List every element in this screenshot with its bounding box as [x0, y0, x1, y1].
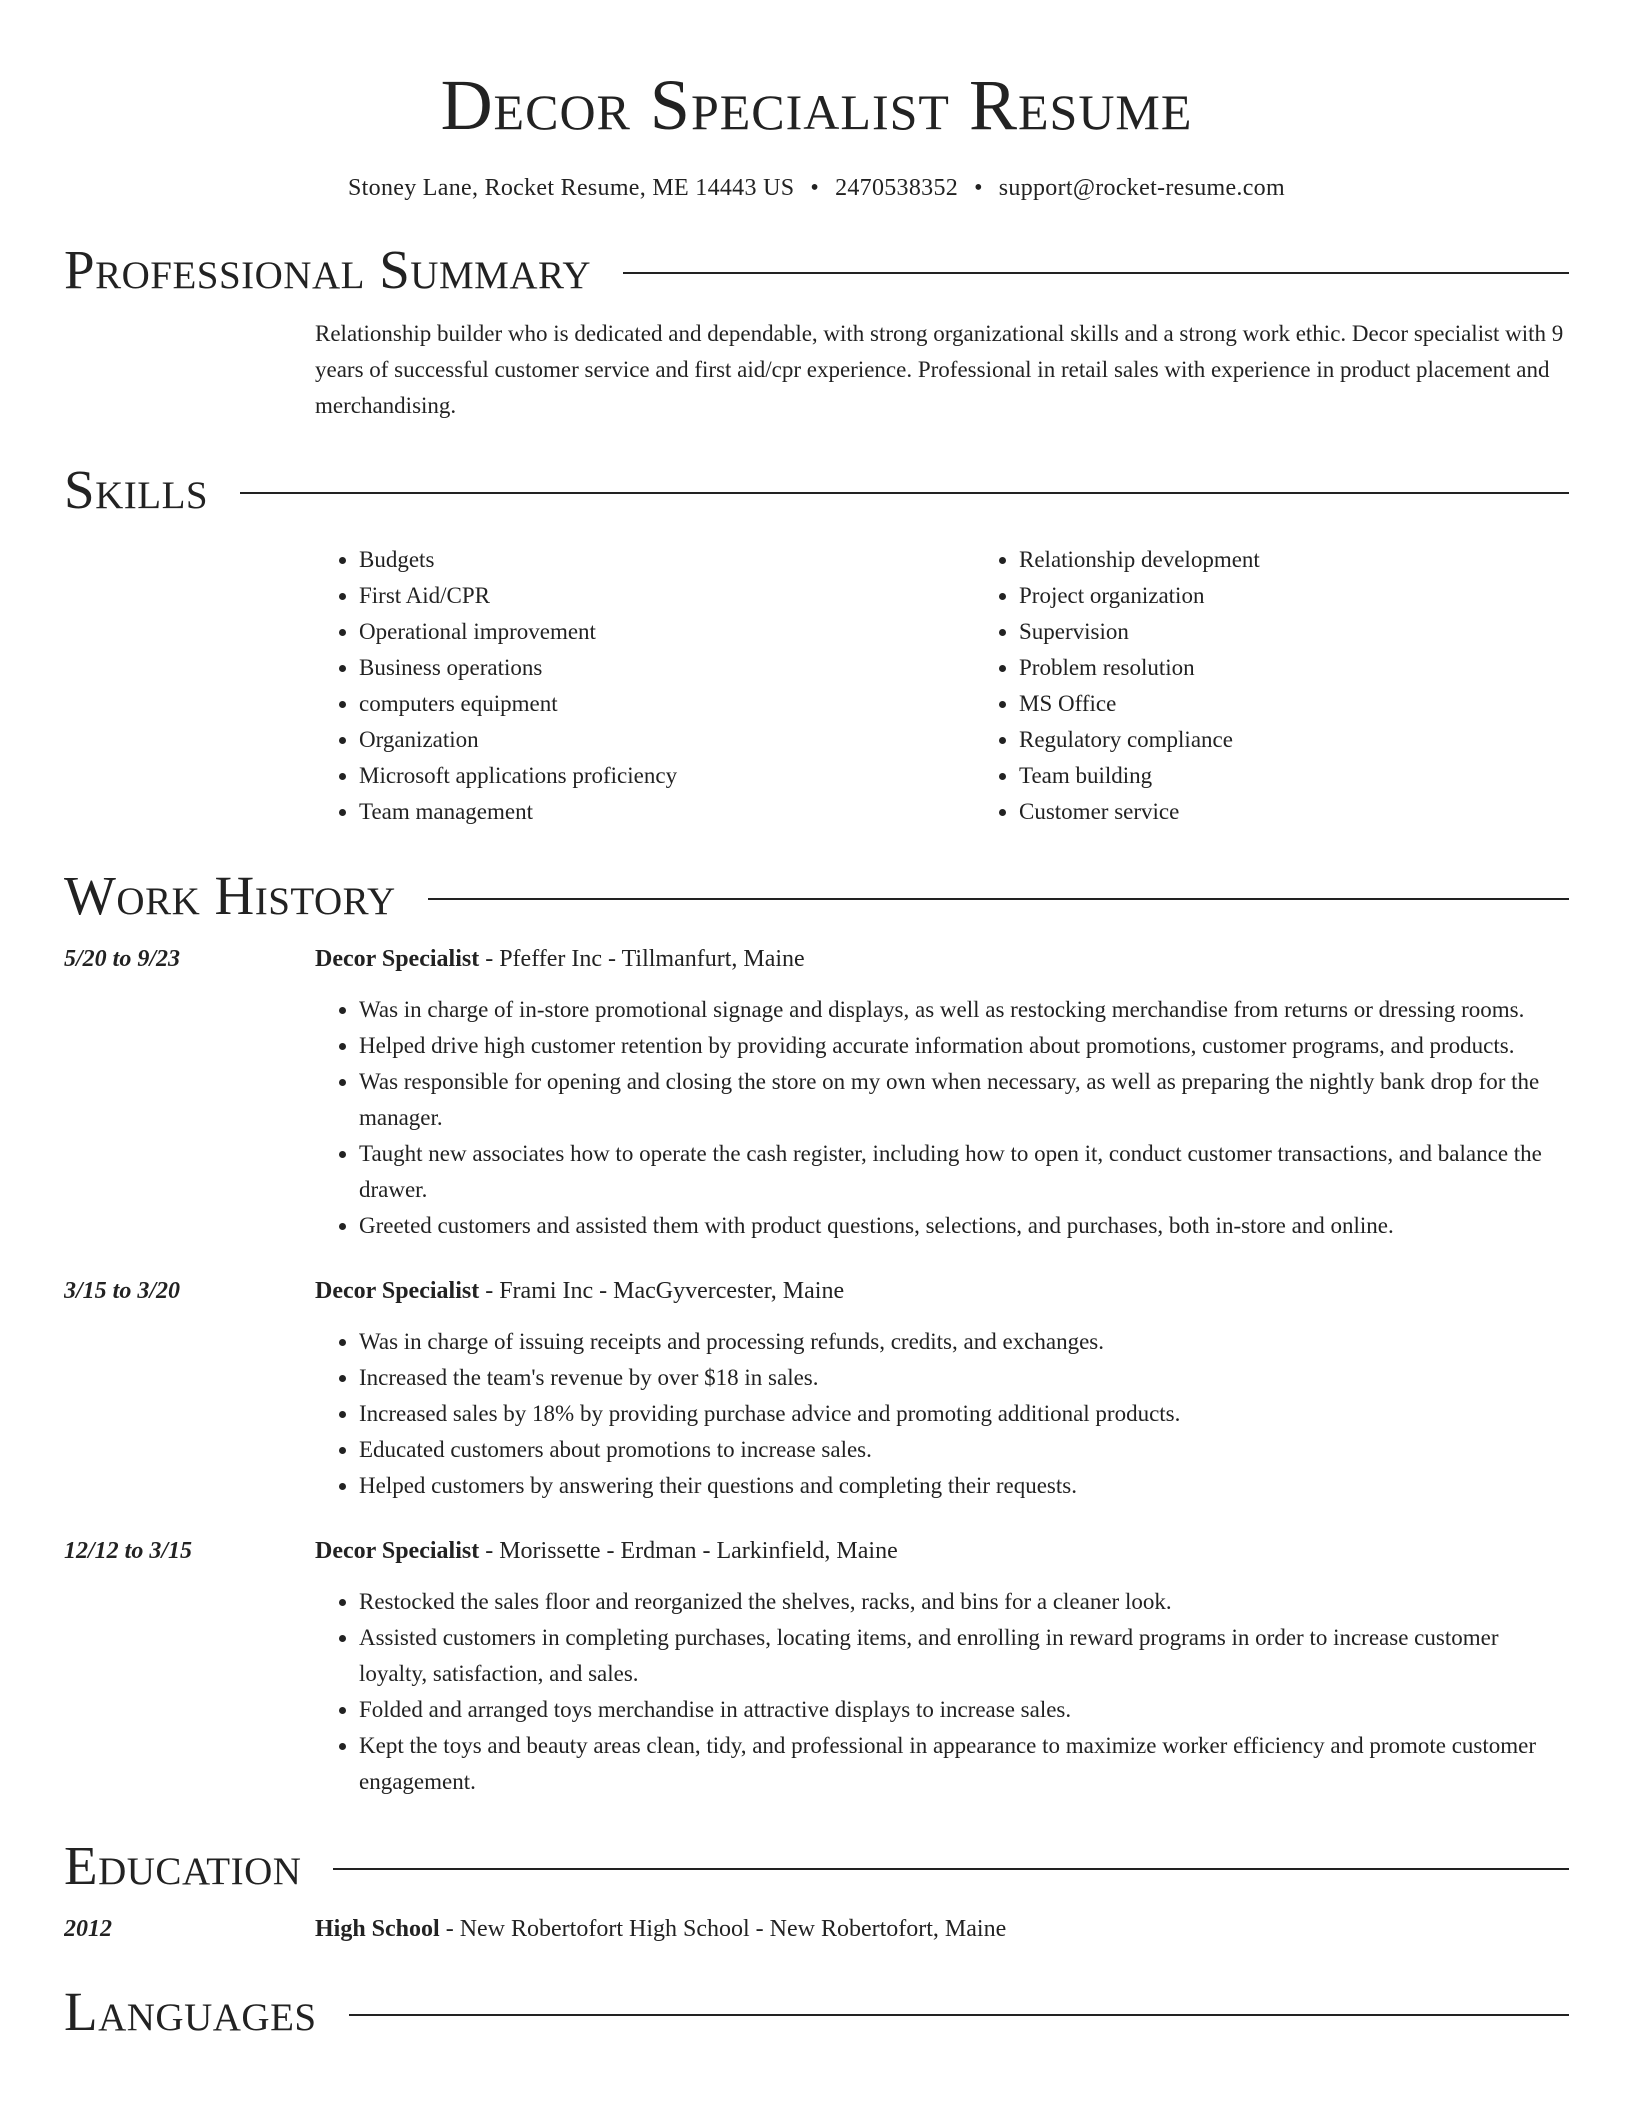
job-body	[315, 1274, 1569, 1504]
job-bullet: • Greeted customers and assisted them with product questions, selections, and purchases, both in-store and online.	[359, 1208, 1569, 1244]
job-bullet: • Educated customers about promotions to increase sales.	[359, 1432, 1569, 1468]
contact-separator: •	[810, 175, 820, 201]
job-body	[315, 1534, 1569, 1800]
skill-item: • Team management	[359, 794, 975, 830]
job-heading	[315, 1534, 1569, 1568]
job-title: Decor Specialist	[315, 1538, 480, 1564]
section-divider	[623, 272, 1569, 274]
summary-body	[315, 316, 1569, 424]
skill-item: • Problem resolution	[1019, 650, 1569, 686]
skills-spacer	[64, 522, 315, 830]
summary-row	[64, 316, 1569, 424]
skill-item: • Microsoft applications proficiency	[359, 758, 975, 794]
job-dates: 3/15 to 3/20	[64, 1278, 181, 1304]
job-employer: - Frami Inc - MacGyvercester, Maine	[479, 1278, 845, 1304]
education-entry	[64, 1912, 1569, 1946]
job-employer: - Morissette - Erdman - Larkinfield, Maine	[479, 1538, 898, 1564]
job-bullet: • Kept the toys and beauty areas clean, tidy, and professional in appearance to maximize worker efficiency and promote customer engagement.	[359, 1728, 1569, 1800]
job-bullet: • Assisted customers in completing purchases, locating items, and enrolling in reward programs in order to increase customer loyalty, satisfaction, and sales.	[359, 1620, 1569, 1692]
summary-text: Relationship builder who is dedicated and dependable, with strong organizational skills and a strong work ethic. Decor specialist with 9 years of successful customer service and first aid/cpr experience. Professional in retail sales with experience in product placement and merchandising.	[315, 321, 1564, 418]
education-section-header	[64, 1834, 1569, 1898]
education-degree: High School	[315, 1916, 440, 1942]
education-heading: Education	[64, 1835, 302, 1896]
skill-item: • Operational improvement	[359, 614, 975, 650]
job-entry	[64, 1534, 1569, 1800]
skill-item: • Supervision	[1019, 614, 1569, 650]
section-divider	[240, 492, 1569, 494]
contact-separator: •	[974, 175, 983, 201]
work-heading: Work History	[64, 865, 396, 926]
job-entry	[64, 1274, 1569, 1504]
summary-section-header	[64, 238, 1569, 302]
languages-section-header	[64, 1980, 1569, 2044]
section-divider	[333, 1868, 1569, 1870]
education-year: 2012	[64, 1916, 112, 1942]
job-employer: - Pfeffer Inc - Tillmanfurt, Maine	[479, 946, 805, 972]
job-title: Decor Specialist	[315, 946, 480, 972]
job-bullet: • Restocked the sales floor and reorganized the shelves, racks, and bins for a cleaner look.	[359, 1584, 1569, 1620]
skill-item: • Organization	[359, 722, 975, 758]
job-entry	[64, 942, 1569, 1244]
skills-row	[64, 522, 1569, 830]
summary-spacer	[64, 316, 315, 424]
job-title: Decor Specialist	[315, 1278, 480, 1304]
section-divider	[428, 898, 1569, 900]
education-heading-line	[315, 1912, 1569, 1946]
job-bullet: • Was in charge of in-store promotional signage and displays, as well as restocking merchandise from returns or dressing rooms.	[359, 992, 1569, 1028]
contact-phone: 2470538352	[835, 175, 959, 201]
skill-item: • First Aid/CPR	[359, 578, 975, 614]
skill-item: • computers equipment	[359, 686, 975, 722]
skill-item: • Budgets	[359, 542, 975, 578]
job-heading	[315, 1274, 1569, 1308]
skills-heading: Skills	[64, 459, 209, 520]
contact-line	[64, 172, 1569, 204]
job-dates: 5/20 to 9/23	[64, 946, 181, 972]
skill-item: • Team building	[1019, 758, 1569, 794]
skill-item: • Business operations	[359, 650, 975, 686]
skills-section-header	[64, 458, 1569, 522]
skills-list-col2	[975, 542, 1569, 830]
resume-page	[64, 0, 1569, 2112]
job-bullet: • Helped customers by answering their questions and completing their requests.	[359, 1468, 1569, 1504]
job-bullets	[315, 1584, 1569, 1800]
education-school: - New Robertofort High School - New Robertofort, Maine	[439, 1916, 1007, 1942]
skills-list-col1	[315, 542, 975, 830]
job-bullets	[315, 992, 1569, 1244]
job-bullet: • Folded and arranged toys merchandise in attractive displays to increase sales.	[359, 1692, 1569, 1728]
job-bullets	[315, 1324, 1569, 1504]
education-body	[315, 1912, 1569, 1946]
job-bullet: • Taught new associates how to operate the cash register, including how to open it, conduct customer transactions, and balance the drawer.	[359, 1136, 1569, 1208]
skill-item: • Regulatory compliance	[1019, 722, 1569, 758]
contact-address: Stoney Lane, Rocket Resume, ME 14443 US	[348, 175, 795, 201]
job-bullet: • Was responsible for opening and closing the store on my own when necessary, as well as preparing the nightly bank drop for the manager.	[359, 1064, 1569, 1136]
job-bullet: • Was in charge of issuing receipts and processing refunds, credits, and exchanges.	[359, 1324, 1569, 1360]
contact-email: support@rocket-resume.com	[998, 175, 1285, 201]
job-bullet: • Increased the team's revenue by over $18 in sales.	[359, 1360, 1569, 1396]
languages-heading: Languages	[64, 1981, 317, 2042]
resume-title: Decor Specialist Resume	[440, 65, 1193, 145]
skill-item: • MS Office	[1019, 686, 1569, 722]
summary-heading: Professional Summary	[64, 239, 592, 300]
job-bullet: • Helped drive high customer retention by providing accurate information about promotions, customer programs, and products.	[359, 1028, 1569, 1064]
skill-item: • Project organization	[1019, 578, 1569, 614]
job-dates: 12/12 to 3/15	[64, 1538, 193, 1564]
skill-item: • Relationship development	[1019, 542, 1569, 578]
job-body	[315, 942, 1569, 1244]
skill-item: • Customer service	[1019, 794, 1569, 830]
work-section-header	[64, 864, 1569, 928]
section-divider	[349, 2014, 1569, 2016]
job-heading	[315, 942, 1569, 976]
skills-lists	[315, 542, 1569, 830]
job-bullet: • Increased sales by 18% by providing purchase advice and promoting additional products.	[359, 1396, 1569, 1432]
